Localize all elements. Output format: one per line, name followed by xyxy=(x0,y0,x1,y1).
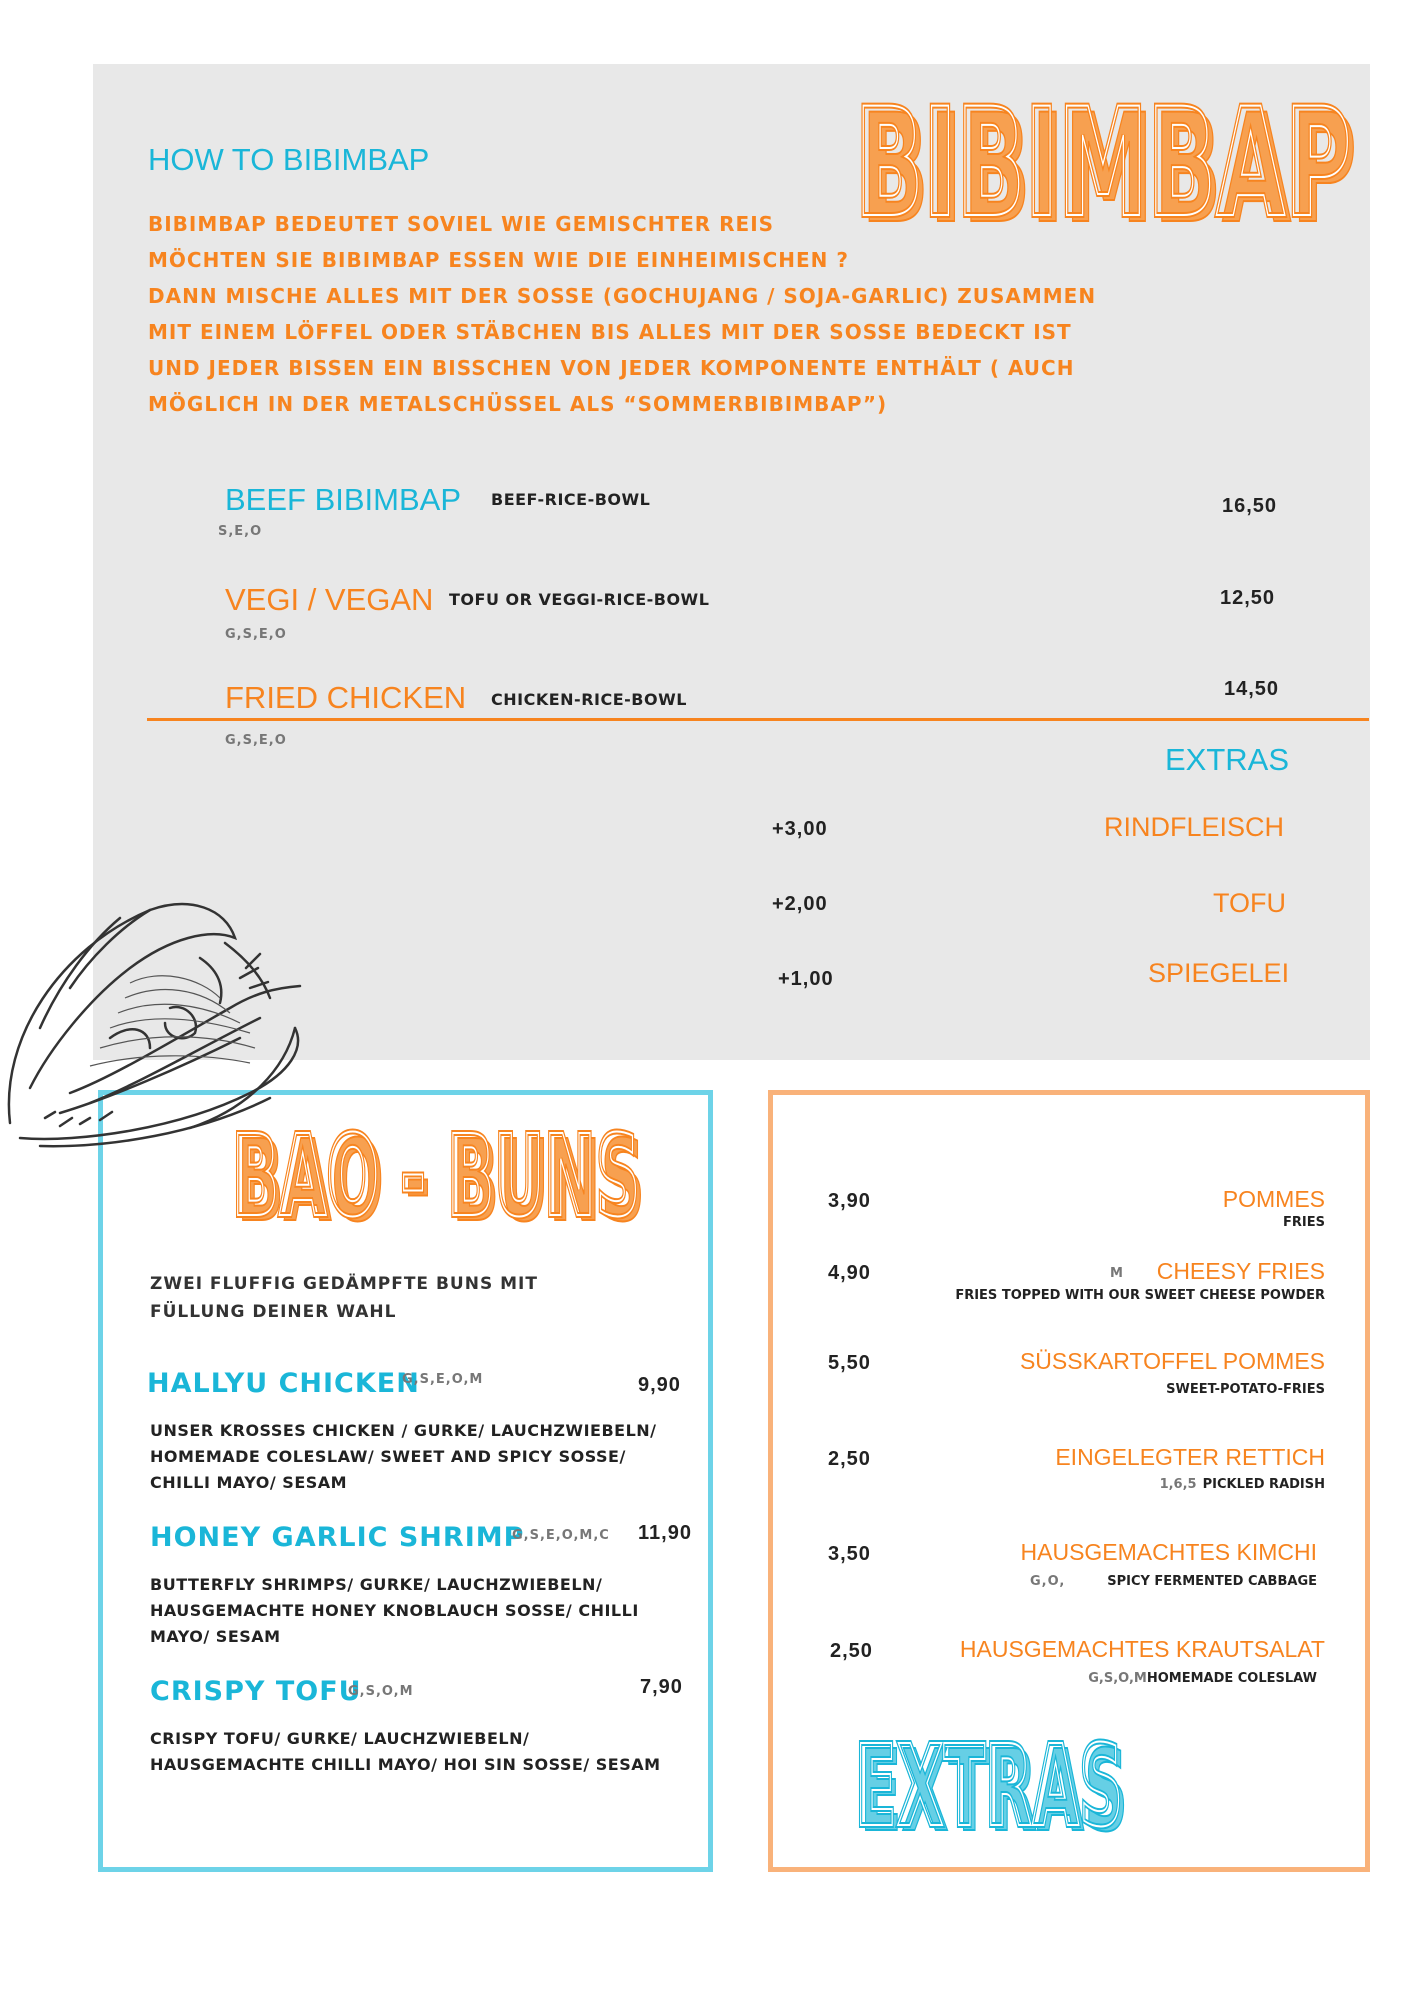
vegi-vegan-price: 12,50 xyxy=(1220,587,1276,609)
pommes-price: 3,90 xyxy=(828,1190,871,1212)
hallyu-chicken-desc: UNSER KROSSES CHICKEN / GURKE/ LAUCHZWIEBELN/ HOMEMADE COLESLAW/ SWEET AND SPICY SOSSE/ CHILLI MAYO/ SESAM xyxy=(150,1421,657,1492)
intro-line: BIBIMBAP BEDEUTET SOVIEL WIE GEMISCHTER REIS xyxy=(148,212,775,236)
krautsalat-name: HAUSGEMACHTES KRAUTSALAT xyxy=(959,1636,1325,1662)
vegi-vegan-name: VEGI / VEGAN xyxy=(225,582,434,617)
krautsalat-sub: HOMEMADE COLESLAW xyxy=(1146,1671,1317,1686)
suesskartoffel-sub: SWEET-POTATO-FRIES xyxy=(1166,1382,1325,1397)
beef-bibimbap-price: 16,50 xyxy=(1222,495,1278,517)
cheesy-fries-price: 4,90 xyxy=(828,1262,871,1284)
how-to-heading: HOW TO BIBIMBAP xyxy=(148,142,430,177)
rettich-price: 2,50 xyxy=(828,1448,871,1470)
bao-title-inline: BAO - BUNS xyxy=(232,1112,640,1227)
bao-intro-line: FÜLLUNG DEINER WAHL xyxy=(150,1302,397,1322)
kimchi-allergens: G,O, xyxy=(1030,1574,1066,1589)
pommes-sub: FRIES xyxy=(1283,1215,1325,1230)
crispy-tofu-name: CRISPY TOFU xyxy=(150,1676,362,1707)
extra-rindfleisch-price: +3,00 xyxy=(772,818,828,840)
bibimbap-title-inline: BIBIMBAP xyxy=(855,85,1351,235)
cheesy-fries-sub: FRIES TOPPED WITH OUR SWEET CHEESE POWDER xyxy=(955,1288,1325,1303)
divider-line xyxy=(147,718,1369,721)
vegi-vegan-desc: TOFU OR VEGGI-RICE-BOWL xyxy=(449,590,710,609)
bibimbap-intro xyxy=(148,206,1096,422)
crispy-tofu-desc: CRISPY TOFU/ GURKE/ LAUCHZWIEBELN/ HAUSGEMACHTE CHILLI MAYO/ HOI SIN SOSSE/ SESAM xyxy=(150,1729,661,1774)
extras-title-outline: EXTRAS xyxy=(855,1722,1123,1835)
bao-title xyxy=(232,1112,652,1227)
extras-title xyxy=(855,1720,1135,1835)
bibimbap-title-outline: BIBIMBAP xyxy=(855,85,1351,235)
intro-line: MÖGLICH IN DER METALSCHÜSSEL ALS “SOMMERBIBIMBAP”) xyxy=(148,392,888,416)
bao-intro xyxy=(150,1270,538,1326)
extra-tofu-price: +2,00 xyxy=(772,893,828,915)
beef-bibimbap-desc: BEEF-RICE-BOWL xyxy=(491,490,651,509)
honey-garlic-shrimp-price: 11,90 xyxy=(638,1522,692,1544)
crispy-tofu-price: 7,90 xyxy=(640,1676,683,1698)
intro-line: MÖCHTEN SIE BIBIMBAP ESSEN WIE DIE EINHEIMISCHEN ? xyxy=(148,248,849,272)
suesskartoffel-name: SÜSSKARTOFFEL POMMES xyxy=(1019,1348,1325,1374)
rettich-sub: PICKLED RADISH xyxy=(1202,1477,1325,1492)
fried-chicken-name: FRIED CHICKEN xyxy=(225,680,467,715)
svg-text:BAO - BUNS: BAO - BUNS xyxy=(237,1117,645,1227)
fried-chicken-allergens: G,S,E,O xyxy=(225,733,287,748)
hallyu-chicken-price: 9,90 xyxy=(638,1374,681,1396)
bao-title-outline: BAO - BUNS xyxy=(232,1112,640,1227)
bao-bun-illustration xyxy=(0,888,310,1150)
honey-garlic-shrimp-name: HONEY GARLIC SHRIMP xyxy=(150,1522,525,1553)
honey-garlic-shrimp-desc: BUTTERFLY SHRIMPS/ GURKE/ LAUCHZWIEBELN/ HAUSGEMACHTE HONEY KNOBLAUCH SOSSE/ CHILLI MAYO/ SESAM xyxy=(150,1575,639,1646)
extra-spiegelei-name: SPIEGELEI xyxy=(1148,958,1290,988)
vegi-vegan-allergens: G,S,E,O xyxy=(225,627,287,642)
krautsalat-allergens: G,S,O,M xyxy=(1088,1671,1147,1686)
suesskartoffel-price: 5,50 xyxy=(828,1352,871,1374)
cheesy-fries-name: CHEESY FRIES xyxy=(1156,1258,1325,1284)
kimchi-price: 3,50 xyxy=(828,1543,871,1565)
beef-bibimbap-allergens: S,E,O xyxy=(218,524,263,539)
pommes-name: POMMES xyxy=(1222,1186,1325,1212)
kimchi-name: HAUSGEMACHTES KIMCHI xyxy=(1020,1539,1317,1565)
rettich-sub-line xyxy=(1160,1476,1325,1492)
rettich-name: EINGELEGTER RETTICH xyxy=(1055,1444,1325,1470)
krautsalat-sub-line xyxy=(1088,1670,1317,1686)
rettich-allergens: 1,6,5 xyxy=(1159,1477,1197,1492)
fried-chicken-desc: CHICKEN-RICE-BOWL xyxy=(491,690,687,709)
extra-rindfleisch-name: RINDFLEISCH xyxy=(1104,812,1285,842)
intro-line: UND JEDER BISSEN EIN BISSCHEN VON JEDER KOMPONENTE ENTHÄLT ( AUCH xyxy=(148,356,1075,380)
cheesy-fries-allergens: M xyxy=(1110,1266,1124,1281)
hallyu-chicken-allergens: G,S,E,O,M xyxy=(402,1372,484,1387)
intro-line: DANN MISCHE ALLES MIT DER SOSSE (GOCHUJANG / SOJA-GARLIC) ZUSAMMEN xyxy=(148,284,1097,308)
fried-chicken-price: 14,50 xyxy=(1224,678,1280,700)
bao-intro-line: ZWEI FLUFFIG GEDÄMPFTE BUNS MIT xyxy=(150,1274,538,1294)
svg-text:EXTRAS: EXTRAS xyxy=(860,1727,1128,1835)
honey-garlic-shrimp-allergens: G,S,E,O,M,C xyxy=(512,1528,610,1543)
crispy-tofu-allergens: G,S,O,M xyxy=(348,1684,414,1699)
extras-title-inline: EXTRAS xyxy=(855,1722,1123,1835)
kimchi-sub: SPICY FERMENTED CABBAGE xyxy=(1107,1574,1317,1589)
extra-tofu-name: TOFU xyxy=(1213,888,1286,918)
svg-text:BIBIMBAP: BIBIMBAP xyxy=(861,85,1357,235)
intro-line: MIT EINEM LÖFFEL ODER STÄBCHEN BIS ALLES MIT DER SOSSE BEDECKT IST xyxy=(148,320,1072,344)
beef-bibimbap-name: BEEF BIBIMBAP xyxy=(225,482,462,517)
hallyu-chicken-name: HALLYU CHICKEN xyxy=(147,1368,420,1399)
extra-spiegelei-price: +1,00 xyxy=(778,968,834,990)
bibimbap-extras-title: EXTRAS xyxy=(1165,742,1290,777)
krautsalat-price: 2,50 xyxy=(830,1640,873,1662)
